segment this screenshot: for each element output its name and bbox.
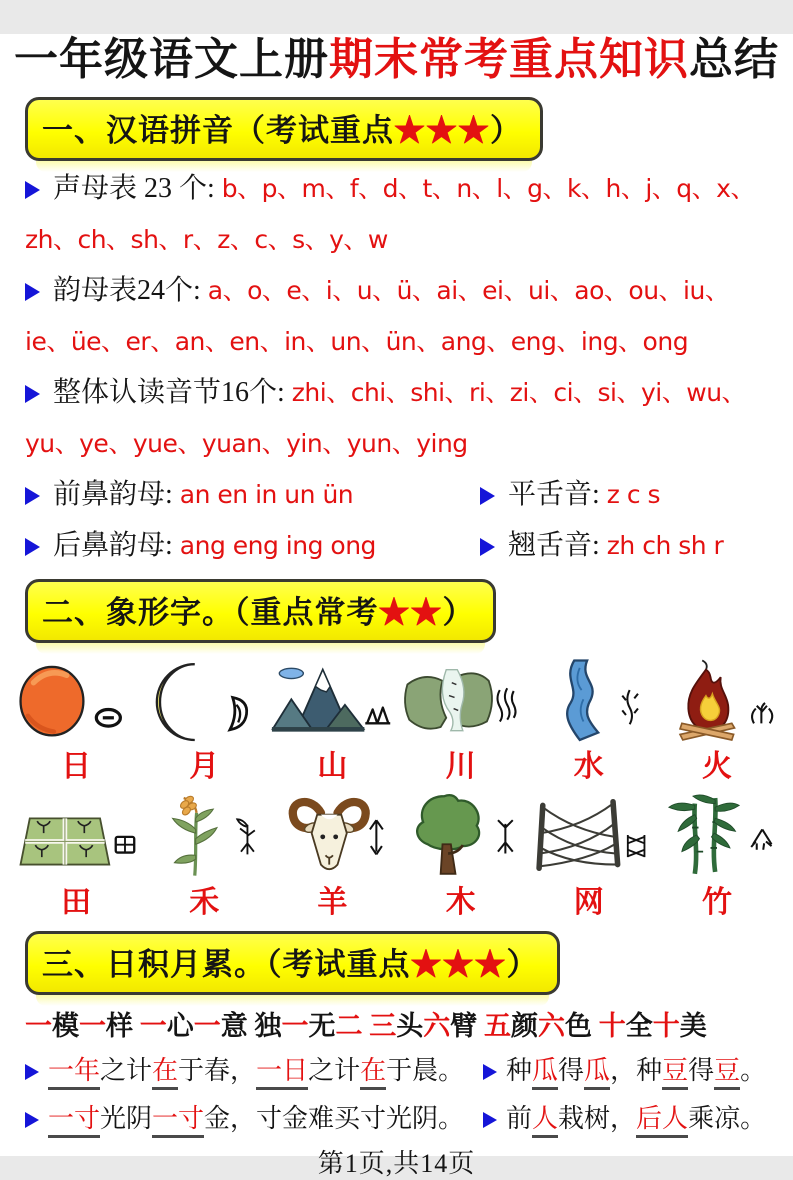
grain-pictograph-icon xyxy=(143,785,265,885)
fire-pictograph-icon xyxy=(656,657,778,749)
pictograph-label: 山 xyxy=(317,749,348,783)
curled-tongue-sounds: 翘舌音: zh ch sh r xyxy=(480,532,773,560)
pinyin-line-initials-1: 声母表 23 个: b、p、m、f、d、t、n、l、g、k、h、j、q、x、 xyxy=(25,175,773,203)
moon-pictograph-icon xyxy=(143,657,265,749)
pictograph-cell-net xyxy=(525,785,653,919)
pictograph-cell-water xyxy=(525,657,653,783)
proverb-melon-bean: 种瓜得瓜，种豆得豆。 xyxy=(483,1054,779,1088)
flat-tongue-sounds: 平舌音: z c s xyxy=(480,481,773,509)
section-heading-pictographs: 二、象形字。（重点常考★★） xyxy=(25,579,496,643)
bamboo-pictograph-icon xyxy=(656,785,778,885)
bullet-triangle-icon xyxy=(480,538,495,556)
sun-pictograph-icon xyxy=(15,657,137,749)
water-pictograph-icon xyxy=(528,657,650,749)
front-nasal-finals: 前鼻韵母: an en in un ün xyxy=(25,481,480,509)
pictograph-label: 日 xyxy=(61,749,92,783)
pictograph-label: 网 xyxy=(573,885,604,919)
oracle-sheep-glyph-icon xyxy=(370,820,383,854)
proverb-row-1 xyxy=(25,1054,779,1088)
proverb-spring-morning: 一年之计在于春，一日之计在于晨。 xyxy=(25,1054,483,1088)
pictograph-cell-moon xyxy=(140,657,268,783)
pictograph-row-1 xyxy=(12,657,781,783)
proverb-plant-trees: 前人栽树，后人乘凉。 xyxy=(483,1102,779,1136)
pictograph-label: 禾 xyxy=(189,885,220,919)
pictograph-label: 水 xyxy=(573,749,604,783)
oracle-fire-glyph-icon xyxy=(752,703,772,723)
document-page xyxy=(0,34,793,1179)
pictograph-cell-mountain xyxy=(268,657,396,783)
pictograph-cell-sheep xyxy=(268,785,396,919)
pictograph-cell-sun xyxy=(12,657,140,783)
pictograph-label: 火 xyxy=(701,749,732,783)
pinyin-section xyxy=(25,172,773,561)
pinyin-line-finals-2: ie、üe、er、an、en、in、un、ün、ang、eng、ing、ong xyxy=(25,326,689,356)
bullet-triangle-icon xyxy=(483,1112,497,1128)
oracle-bamboo-glyph-icon xyxy=(751,829,771,849)
pictograph-label: 木 xyxy=(445,885,476,919)
river-pictograph-icon xyxy=(400,657,522,749)
pinyin-line-syllables-1: 整体认读音节16个: zhi、chi、shi、ri、zi、ci、si、yi、wu、 xyxy=(25,379,773,407)
pictograph-label: 川 xyxy=(445,749,476,783)
back-nasal-finals: 后鼻韵母: ang eng ing ong xyxy=(25,532,480,560)
bullet-triangle-icon xyxy=(480,487,495,505)
bullet-triangle-icon xyxy=(483,1064,497,1080)
net-pictograph-icon xyxy=(528,785,650,885)
idiom-line: 一模一样 一心一意 独一无二 三头六臂 五颜六色 十全十美 xyxy=(25,1010,707,1041)
oracle-tree-glyph-icon xyxy=(498,820,513,853)
oracle-grain-glyph-icon xyxy=(238,819,256,854)
pinyin-pair-row-2 xyxy=(25,529,773,561)
bullet-triangle-icon xyxy=(25,538,40,556)
pinyin-line-syllables-2: yu、ye、yue、yuan、yin、yun、ying xyxy=(25,428,468,458)
section-heading-pinyin: 一、汉语拼音（考试重点★★★） xyxy=(25,97,543,161)
proverb-time-gold: 一寸光阴一寸金，寸金难买寸光阴。 xyxy=(25,1102,483,1136)
oracle-mountain-glyph-icon xyxy=(366,707,391,723)
bullet-triangle-icon xyxy=(25,1112,39,1128)
pictograph-label: 田 xyxy=(61,885,92,919)
section-heading-accumulation: 三、日积月累。（考试重点★★★） xyxy=(25,931,560,995)
oracle-water-glyph-icon xyxy=(622,690,638,724)
pictograph-cell-grain xyxy=(140,785,268,919)
pictograph-cell-river xyxy=(397,657,525,783)
oracle-sun-glyph-icon xyxy=(96,709,120,726)
pinyin-line-initials-2: zh、ch、sh、r、z、c、s、y、w xyxy=(25,224,388,254)
bullet-triangle-icon xyxy=(25,283,40,301)
pictograph-cell-tree xyxy=(397,785,525,919)
pictograph-cell-field xyxy=(12,785,140,919)
field-pictograph-icon xyxy=(15,785,137,885)
bullet-triangle-icon xyxy=(25,1064,39,1080)
pinyin-line-finals-1: 韵母表24个: a、o、e、i、u、ü、ai、ei、ui、ao、ou、iu、 xyxy=(25,277,773,305)
footer-page-number: 第1页,共14页 xyxy=(317,1149,476,1179)
tree-pictograph-icon xyxy=(400,785,522,885)
pictograph-label: 羊 xyxy=(317,885,348,919)
bullet-triangle-icon xyxy=(25,385,40,403)
pinyin-pair-row-1 xyxy=(25,478,773,510)
pictograph-label: 竹 xyxy=(701,885,732,919)
oracle-moon-glyph-icon xyxy=(230,697,247,729)
sheep-pictograph-icon xyxy=(271,785,393,885)
proverb-row-2 xyxy=(25,1102,779,1136)
pictograph-cell-fire xyxy=(653,657,781,783)
pictograph-cell-bamboo xyxy=(653,785,781,919)
pictograph-label: 月 xyxy=(189,749,220,783)
bullet-triangle-icon xyxy=(25,181,40,199)
oracle-net-glyph-icon xyxy=(628,835,645,857)
page-title: 一年级语文上册期末常考重点知识总结 xyxy=(14,35,779,84)
oracle-field-glyph-icon xyxy=(116,837,134,853)
pictograph-row-2 xyxy=(12,785,781,919)
mountain-pictograph-icon xyxy=(271,657,393,749)
bullet-triangle-icon xyxy=(25,487,40,505)
oracle-river-glyph-icon xyxy=(497,688,515,721)
